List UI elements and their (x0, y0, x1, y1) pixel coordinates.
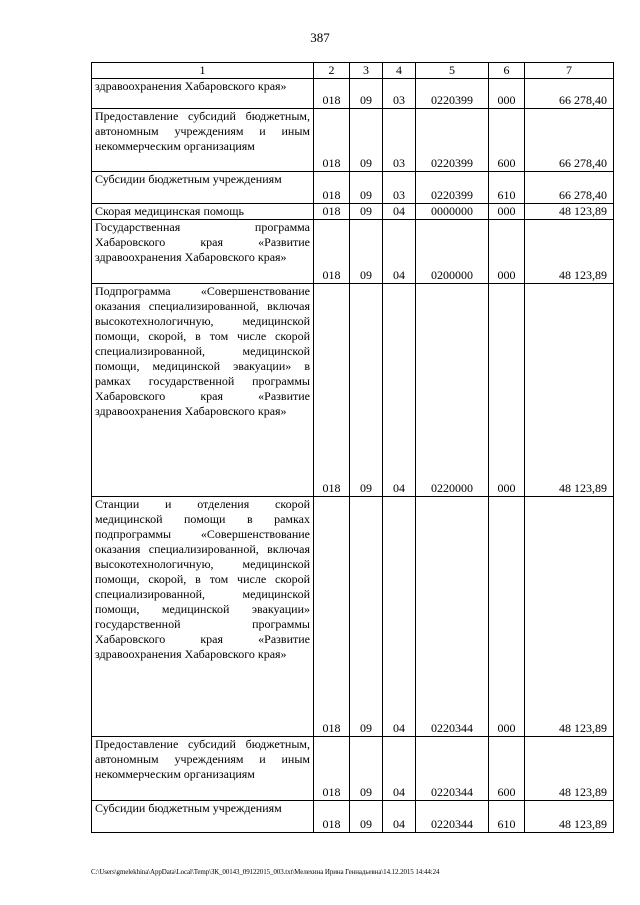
cell-amount: 48 123,89 (525, 737, 614, 801)
table-row (92, 109, 614, 172)
table-row (92, 79, 614, 109)
page-number: 387 (310, 30, 330, 45)
cell-section: 09 (350, 172, 383, 204)
row-name: Государственная программа Хабаровского края «Развитие здравоохранения Хабаровского края» (92, 220, 314, 284)
cell-expense-type: 600 (489, 109, 525, 172)
table-row (92, 737, 614, 801)
table-row (92, 172, 614, 204)
cell-ministry: 018 (314, 737, 350, 801)
cell-ministry: 018 (314, 284, 350, 497)
row-name: Предоставление субсидий бюджетным, автономным учреждениям и иным некоммерческим организациям (92, 737, 314, 801)
cell-expense-type: 000 (489, 284, 525, 497)
row-name: Станции и отделения скорой медицинской помощи в рамках подпрограммы «Совершенствование оказания специализированной, включая высокотехнологичную, медицинской помощи, скорой, в том числе скорой специализированной, медицинской помощи, медицинской эвакуации» государственной программы Хабаровского края «Развитие здравоохранения Хабаровского края» (92, 497, 314, 737)
column-header: 6 (489, 63, 525, 79)
budget-table (91, 62, 614, 833)
cell-expense-type: 000 (489, 79, 525, 109)
cell-expense-type: 610 (489, 801, 525, 833)
cell-subsection: 04 (383, 204, 416, 220)
cell-target: 0200000 (416, 220, 489, 284)
cell-ministry: 018 (314, 109, 350, 172)
cell-section: 09 (350, 204, 383, 220)
row-name: Подпрограмма «Совершенствование оказания специализированной, включая высокотехнологичную, медицинской помощи, скорой, в том числе скорой специализированной, медицинской помощи, медицинской эвакуации» в рамках государственной программы Хабаровского края «Развитие здравоохранения Хабаровского края» (92, 284, 314, 497)
cell-target: 0220000 (416, 284, 489, 497)
cell-expense-type: 610 (489, 172, 525, 204)
footer-file-path: C:\Users\gmelekhina\AppData\Local\Temp\ЗК_00143_09122015_003.txt\Мелехина Ирина Геннадьевна\14.12.2015 14:44:24 (91, 868, 440, 876)
column-header: 2 (314, 63, 350, 79)
cell-subsection: 03 (383, 109, 416, 172)
column-header: 5 (416, 63, 489, 79)
cell-expense-type: 000 (489, 220, 525, 284)
cell-target: 0220399 (416, 109, 489, 172)
cell-target: 0220344 (416, 497, 489, 737)
cell-expense-type: 000 (489, 204, 525, 220)
cell-target: 0220344 (416, 737, 489, 801)
table-row (92, 801, 614, 833)
cell-amount: 48 123,89 (525, 284, 614, 497)
cell-subsection: 04 (383, 284, 416, 497)
cell-section: 09 (350, 801, 383, 833)
cell-expense-type: 000 (489, 497, 525, 737)
cell-ministry: 018 (314, 220, 350, 284)
row-name: Скорая медицинская помощь (92, 204, 314, 220)
cell-amount: 48 123,89 (525, 497, 614, 737)
cell-section: 09 (350, 737, 383, 801)
cell-subsection: 04 (383, 737, 416, 801)
table-header-row (92, 63, 614, 79)
table-row (92, 220, 614, 284)
row-name: Предоставление субсидий бюджетным, автономным учреждениям и иным некоммерческим организациям (92, 109, 314, 172)
cell-amount: 48 123,89 (525, 204, 614, 220)
cell-ministry: 018 (314, 172, 350, 204)
cell-expense-type: 600 (489, 737, 525, 801)
cell-subsection: 04 (383, 497, 416, 737)
cell-amount: 48 123,89 (525, 801, 614, 833)
cell-amount: 48 123,89 (525, 220, 614, 284)
cell-subsection: 03 (383, 79, 416, 109)
cell-subsection: 03 (383, 172, 416, 204)
cell-amount: 66 278,40 (525, 79, 614, 109)
row-name: Субсидии бюджетным учреждениям (92, 172, 314, 204)
cell-amount: 66 278,40 (525, 172, 614, 204)
row-name: здравоохранения Хабаровского края» (92, 79, 314, 109)
column-header: 1 (92, 63, 314, 79)
cell-subsection: 04 (383, 220, 416, 284)
cell-subsection: 04 (383, 801, 416, 833)
table-row (92, 497, 614, 737)
cell-ministry: 018 (314, 79, 350, 109)
cell-target: 0220399 (416, 172, 489, 204)
table-row (92, 284, 614, 497)
cell-target: 0220399 (416, 79, 489, 109)
column-header: 3 (350, 63, 383, 79)
table-row (92, 204, 614, 220)
row-name: Субсидии бюджетным учреждениям (92, 801, 314, 833)
cell-ministry: 018 (314, 801, 350, 833)
column-header: 7 (525, 63, 614, 79)
cell-target: 0000000 (416, 204, 489, 220)
cell-section: 09 (350, 79, 383, 109)
cell-section: 09 (350, 220, 383, 284)
column-header: 4 (383, 63, 416, 79)
cell-ministry: 018 (314, 497, 350, 737)
cell-section: 09 (350, 497, 383, 737)
cell-target: 0220344 (416, 801, 489, 833)
cell-ministry: 018 (314, 204, 350, 220)
cell-section: 09 (350, 284, 383, 497)
cell-section: 09 (350, 109, 383, 172)
cell-amount: 66 278,40 (525, 109, 614, 172)
